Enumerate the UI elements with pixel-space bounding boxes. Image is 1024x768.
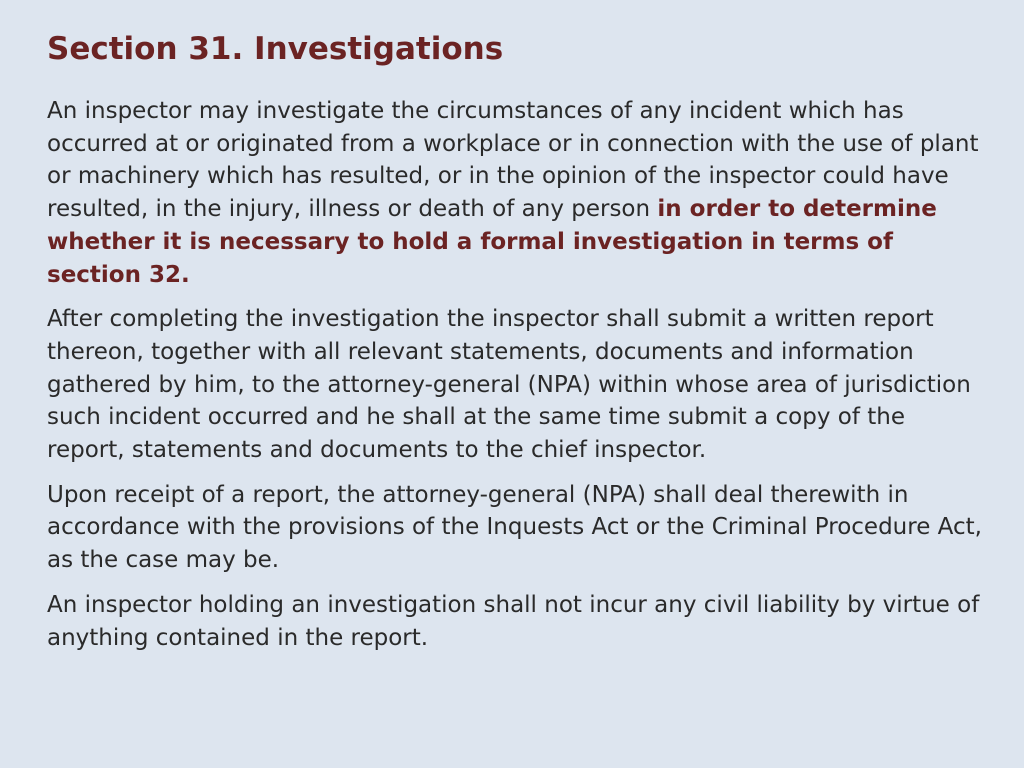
paragraph-investigation-scope (47, 95, 984, 291)
paragraph-text: An inspector may investigate the circumstances of any incident which has occurred at or originated from a workplace or in connection with the use of plant or machinery which has resulted, or in the opinion of the inspector could have resulted, in the injury, illness or death of any person (47, 98, 979, 223)
slide-title: Section 31. Investigations (47, 31, 504, 67)
paragraph-attorney-general: Upon receipt of a report, the attorney-general (NPA) shall deal therewith in accordance with the provisions of the Inquests Act or the Criminal Procedure Act, as the case may be. (47, 481, 982, 574)
slide-body (47, 95, 984, 654)
paragraph-emphasis: in order to determine whether it is necessary to hold a formal investigation in terms of section 32. (47, 196, 937, 288)
paragraph-civil-liability: An inspector holding an investigation shall not incur any civil liability by virtue of anything contained in the report. (47, 591, 980, 651)
paragraph-report-submission: After completing the investigation the inspector shall submit a written report thereon, together with all relevant statements, documents and information gathered by him, to the attorney-general (NPA) within whose area of jurisdiction such incident occurred and he shall at the same time submit a copy of the report, statements and documents to the chief inspector. (47, 306, 971, 464)
